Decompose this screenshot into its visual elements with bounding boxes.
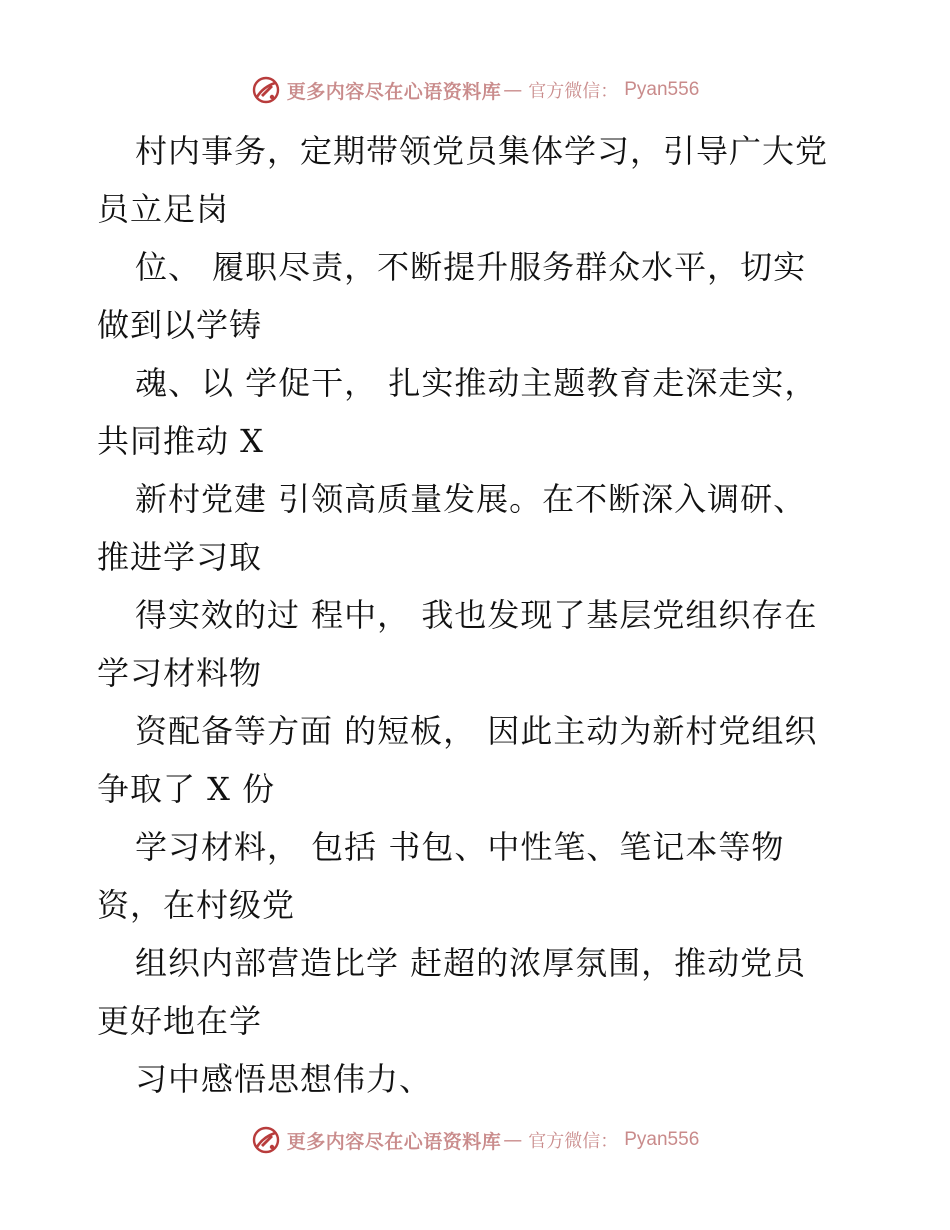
text-line: 组织内部营造比学 赶超的浓厚氛围，推动党员 <box>135 944 807 982</box>
text-line: 习中感悟思想伟力、 <box>135 1060 433 1098</box>
text-line: 争取了 X 份 <box>97 770 276 808</box>
header-watermark <box>0 70 950 110</box>
watermark-official-label: 官方微信： <box>528 1131 619 1152</box>
text-line: 村内事务，定期带领党员集体学习，引导广大党 <box>135 132 829 170</box>
footer-watermark <box>0 1120 950 1160</box>
watermark-brand: 更多内容尽在心语资料库 <box>286 1130 502 1153</box>
text-line: 资配备等方面 的短板， 因此主动为新村党组织 <box>135 712 818 750</box>
watermark-dash: — <box>503 1129 523 1151</box>
pen-logo-icon <box>251 1125 281 1155</box>
watermark-official-label: 官方微信： <box>528 81 619 102</box>
watermark-dash: — <box>503 79 523 101</box>
text-line: 推进学习取 <box>97 538 263 576</box>
text-line: 做到以学铸 <box>97 306 263 344</box>
text-line: 新村党建 引领高质量发展。在不断深入调研、 <box>135 480 807 518</box>
text-line: 共同推动 X <box>97 422 264 460</box>
text-line: 位、 履职尽责，不断提升服务群众水平，切实 <box>135 248 807 286</box>
pen-logo-icon <box>251 75 281 105</box>
watermark-wechat-id: Pyan556 <box>624 1129 700 1150</box>
text-line: 魂、以 学促干， 扎实推动主题教育走深走实， <box>135 364 818 402</box>
text-line: 学习材料， 包括 书包、中性笔、笔记本等物 <box>135 828 785 866</box>
text-line: 更好地在学 <box>97 1002 263 1040</box>
text-line: 资，在村级党 <box>97 886 296 924</box>
watermark-wechat-id: Pyan556 <box>624 79 700 100</box>
text-line: 员立足岗 <box>97 190 230 228</box>
watermark-brand: 更多内容尽在心语资料库 <box>286 80 502 103</box>
document-body <box>97 122 877 1108</box>
text-line: 学习材料物 <box>97 654 263 692</box>
text-line: 得实效的过 程中， 我也发现了基层党组织存在 <box>135 596 818 634</box>
